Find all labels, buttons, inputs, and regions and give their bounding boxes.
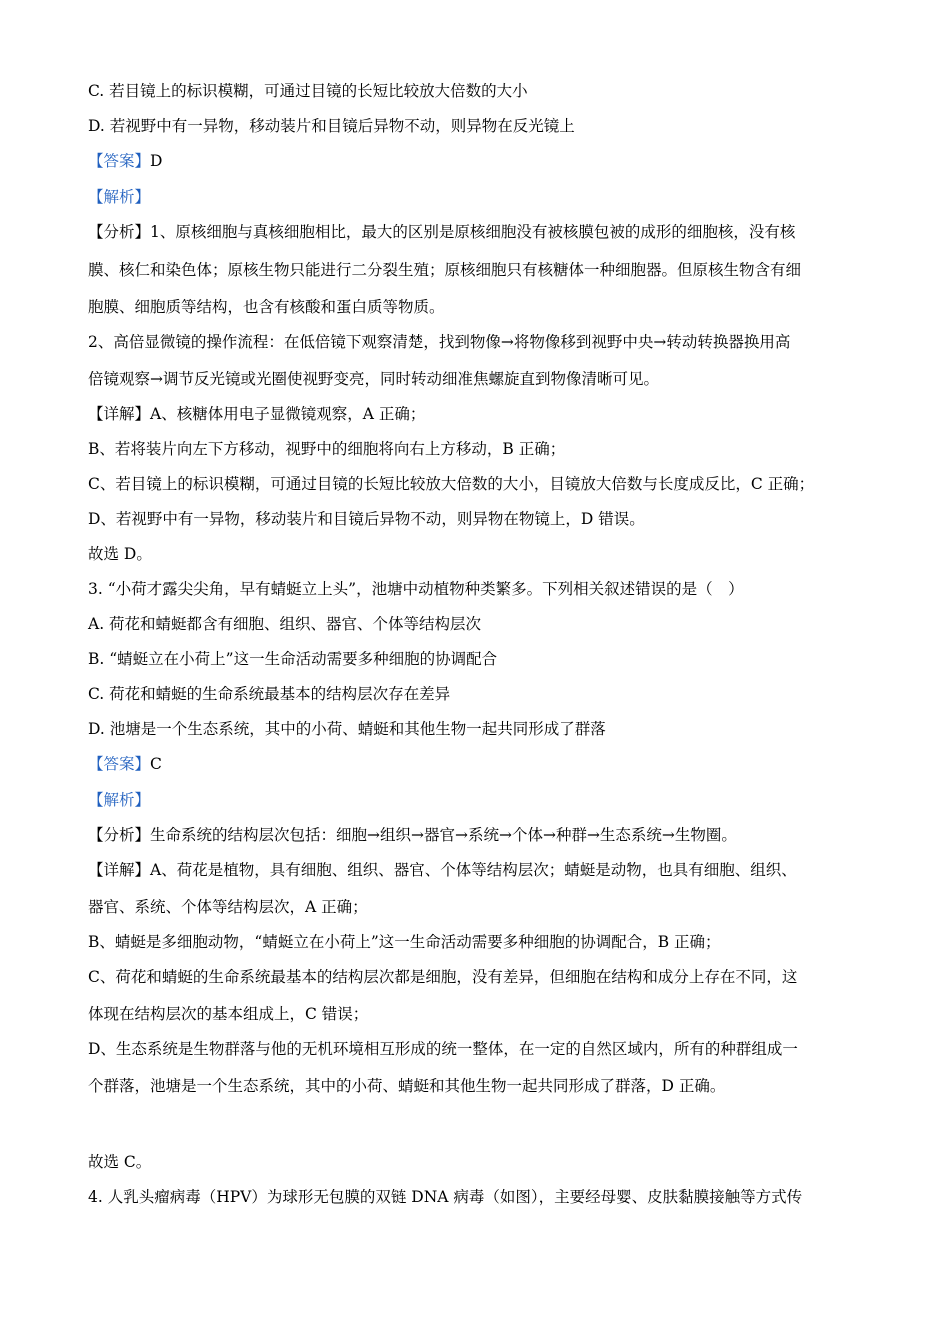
answer-value: C (150, 755, 162, 773)
q3-answer (88, 753, 162, 775)
q2-answer (88, 150, 162, 172)
q2-conclusion: 故选 D。 (88, 545, 152, 563)
q2-option-d: D. 若视野中有一异物，移动装片和目镜后异物不动，则异物在反光镜上 (88, 117, 575, 135)
q3-detail-line-7: 个群落，池塘是一个生态系统，其中的小荷、蜻蜓和其他生物一起共同形成了群落，D 正确。 (88, 1077, 726, 1095)
answer-tag: 【答案】 (88, 755, 151, 773)
q3-detail-line-3: B、蜻蜓是多细胞动物，“蜻蜓立在小荷上”这一生命活动需要多种细胞的协调配合，B 正确； (88, 933, 721, 951)
q3-detail-line-2: 器官、系统、个体等结构层次，A 正确； (88, 898, 368, 916)
q4-stem: 4. 人乳头瘤病毒（HPV）为球形无包膜的双链 DNA 病毒（如图），主要经母婴、皮肤黏膜接触等方式传 (88, 1188, 803, 1206)
q3-option-b: B. “蜻蜓立在小荷上”这一生命活动需要多种细胞的协调配合 (88, 650, 498, 668)
answer-value: D (150, 152, 163, 170)
q2-analysis-line-5: 倍镜观察→调节反光镜或光圈使视野变亮，同时转动细准焦螺旋直到物像清晰可见。 (88, 370, 659, 388)
q3-option-a: A. 荷花和蜻蜓都含有细胞、组织、器官、个体等结构层次 (88, 615, 482, 633)
q3-conclusion: 故选 C。 (88, 1153, 152, 1171)
q3-stem: 3. “小荷才露尖尖角，早有蜻蜓立上头”，池塘中动植物种类繁多。下列相关叙述错误的是（ ） (88, 580, 744, 598)
q2-jiexi-tag: 【解析】 (88, 188, 151, 206)
q2-analysis-line-1: 【分析】1、原核细胞与真核细胞相比，最大的区别是原核细胞没有被核膜包被的成形的细胞核，没有核 (88, 223, 796, 241)
q3-option-d: D. 池塘是一个生态系统，其中的小荷、蜻蜓和其他生物一起共同形成了群落 (88, 720, 606, 738)
q3-detail-line-4: C、荷花和蜻蜓的生命系统最基本的结构层次都是细胞，没有差异，但细胞在结构和成分上存在不同，这 (88, 968, 798, 986)
q2-detail-line-1: 【详解】A、核糖体用电子显微镜观察，A 正确； (88, 405, 426, 423)
q2-analysis-line-4: 2、高倍显微镜的操作流程：在低倍镜下观察清楚，找到物像→将物像移到视野中央→转动转换器换用高 (88, 333, 791, 351)
q2-detail-line-2: B、若将装片向左下方移动，视野中的细胞将向右上方移动，B 正确； (88, 440, 566, 458)
q3-analysis-line-1: 【分析】生命系统的结构层次包括：细胞→组织→器官→系统→个体→种群→生态系统→生物圈。 (88, 826, 737, 844)
q2-analysis-line-3: 胞膜、细胞质等结构，也含有核酸和蛋白质等物质。 (88, 298, 445, 316)
q3-option-c: C. 荷花和蜻蜓的生命系统最基本的结构层次存在差异 (88, 685, 451, 703)
q3-detail-line-5: 体现在结构层次的基本组成上，C 错误； (88, 1005, 369, 1023)
q3-detail-line-6: D、生态系统是生物群落与他的无机环境相互形成的统一整体，在一定的自然区域内，所有的种群组成一 (88, 1040, 798, 1058)
q2-analysis-line-2: 膜、核仁和染色体；原核生物只能进行二分裂生殖；原核细胞只有核糖体一种细胞器。但原核生物含有细 (88, 261, 802, 279)
answer-tag: 【答案】 (88, 152, 151, 170)
q2-option-c: C. 若目镜上的标识模糊，可通过目镜的长短比较放大倍数的大小 (88, 82, 528, 100)
q3-detail-line-1: 【详解】A、荷花是植物，具有细胞、组织、器官、个体等结构层次；蜻蜓是动物，也具有细胞、组织、 (88, 861, 797, 879)
q2-detail-line-4: D、若视野中有一异物，移动装片和目镜后异物不动，则异物在物镜上，D 错误。 (88, 510, 645, 528)
q3-jiexi-tag: 【解析】 (88, 791, 151, 809)
q2-detail-line-3: C、若目镜上的标识模糊，可通过目镜的长短比较放大倍数的大小，目镜放大倍数与长度成反比，C 正确； (88, 475, 815, 493)
